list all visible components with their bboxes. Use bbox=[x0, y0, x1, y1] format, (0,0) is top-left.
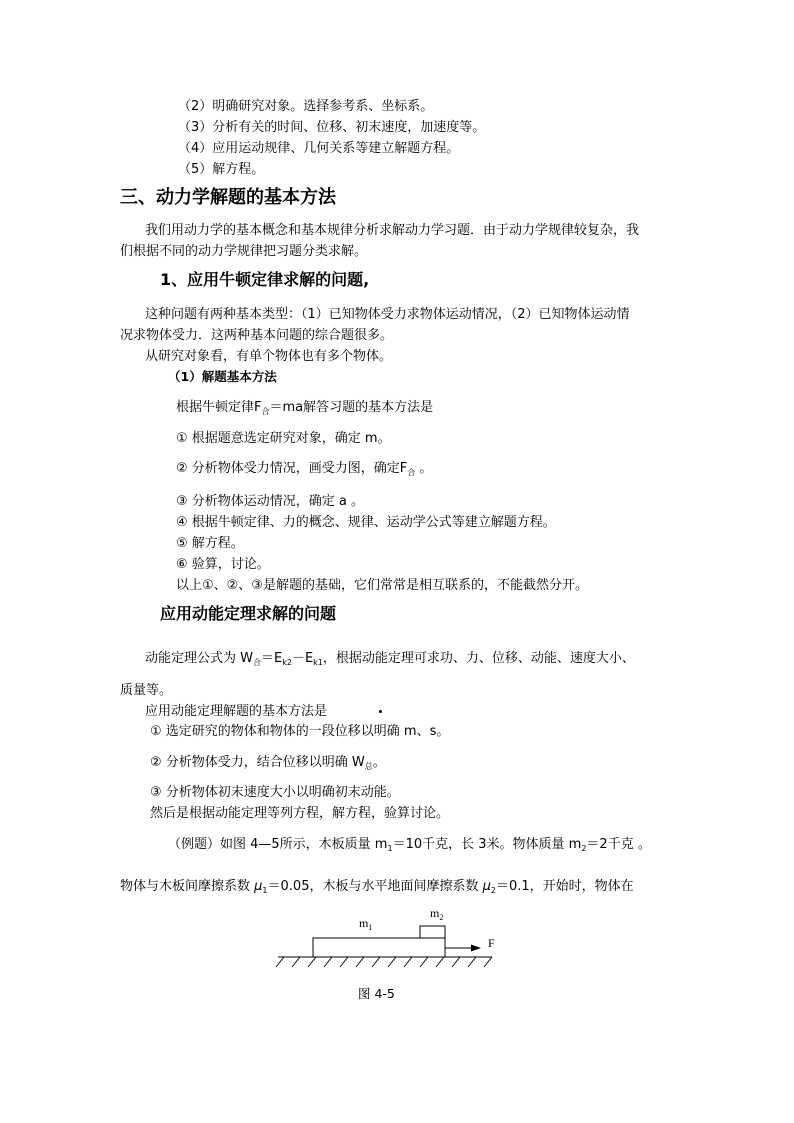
energy-conclusion: 然后是根据动能定理等列方程，解方程，验算讨论。 bbox=[150, 806, 450, 821]
example-line-1 bbox=[168, 838, 651, 851]
eitem2-sub: 总 bbox=[364, 762, 373, 771]
energy-formula bbox=[145, 652, 635, 665]
item2-text-a: ② 分析物体受力情况，画受力图，确定F bbox=[176, 461, 408, 476]
stray-dot bbox=[379, 710, 382, 713]
energy-formula-cont: 质量等。 bbox=[120, 683, 173, 698]
formula-d: ，根据动能定理可求功、力、位移、动能、速度大小、 bbox=[322, 651, 635, 666]
energy-item-1: ① 选定研究的物体和物体的一段位移以明确 m、s。 bbox=[150, 724, 450, 739]
label-m1: $m_1$ bbox=[359, 916, 373, 932]
example-line-2 bbox=[120, 880, 634, 893]
label-m2: $m_2$ bbox=[430, 906, 444, 922]
step-4: （4）应用运动规律、几何关系等建立解题方程。 bbox=[178, 141, 460, 156]
formula-c: －E bbox=[291, 651, 314, 666]
newton-heading: 1、应用牛顿定律求解的问题, bbox=[160, 270, 370, 289]
ex1-a: （例题）如图 4—5所示，木板质量 m bbox=[168, 837, 388, 852]
law-text-b: ＝ma解答习题的基本方法是 bbox=[269, 400, 434, 415]
ex2-b: ＝0.05，木板与水平地面间摩擦系数 bbox=[267, 879, 483, 894]
newton-para-3: 从研究对象看，有单个物体也有多个物体。 bbox=[145, 349, 393, 364]
ex1-c: ＝2千克 。 bbox=[586, 837, 651, 852]
newton-para-2: 况求物体受力．这两种基本问题的综合题很多。 bbox=[120, 328, 394, 343]
plank-m1 bbox=[313, 938, 445, 957]
energy-method-line: 应用动能定理解题的基本方法是 bbox=[145, 704, 328, 719]
eitem2-text-b: 。 bbox=[372, 755, 386, 770]
method-heading: （1）解题基本方法 bbox=[168, 369, 277, 384]
item2-text-b: 。 bbox=[415, 461, 433, 476]
figure-caption: 图 4-5 bbox=[358, 986, 395, 1001]
newton-item-1: ① 根据题意选定研究对象，确定 m。 bbox=[176, 431, 391, 446]
block-m2 bbox=[420, 926, 445, 938]
ground-hatching bbox=[276, 957, 492, 967]
newton-item-3: ③ 分析物体运动情况，确定 a 。 bbox=[176, 494, 365, 509]
ex2-sub1: 1 bbox=[262, 886, 268, 895]
figure-4-5 bbox=[270, 900, 510, 980]
eitem2-text-a: ② 分析物体受力，结合位移以明确 W bbox=[150, 755, 365, 770]
mu-symbol-2: μ bbox=[482, 879, 491, 894]
ex2-a: 物体与木板间摩擦系数 bbox=[120, 879, 255, 894]
force-arrow-head bbox=[471, 945, 481, 952]
ex2-sub2: 2 bbox=[490, 886, 496, 895]
ex1-sub2: 2 bbox=[581, 844, 587, 853]
ex1-sub1: 1 bbox=[387, 844, 393, 853]
step-5: （5）解方程。 bbox=[178, 162, 265, 177]
section-heading: 三、动力学解题的基本方法 bbox=[120, 187, 336, 208]
newton-para-1: 这种问题有两种基本类型：（1）已知物体受力求物体运动情况，（2）已知物体运动情 bbox=[145, 307, 630, 322]
energy-item-2 bbox=[150, 756, 386, 769]
newton-law-line bbox=[176, 401, 433, 414]
ex1-b: ＝10千克，长 3米。物体质量 m bbox=[392, 837, 582, 852]
mu-symbol-1: μ bbox=[254, 879, 263, 894]
label-F: F bbox=[488, 936, 495, 950]
newton-item-6: ⑥ 验算，讨论。 bbox=[176, 557, 270, 572]
formula-sub-k1: k1 bbox=[313, 658, 323, 667]
intro-line-1: 我们用动力学的基本概念和基本规律分析求解动力学习题．由于动力学规律较复杂，我 bbox=[145, 223, 640, 238]
energy-heading: 应用动能定理求解的问题 bbox=[160, 604, 337, 623]
step-3: （3）分析有关的时间、位移、初末速度，加速度等。 bbox=[178, 120, 486, 135]
formula-b: ＝E bbox=[261, 651, 283, 666]
formula-a: 动能定理公式为 W bbox=[145, 651, 253, 666]
newton-item-2 bbox=[176, 462, 432, 475]
newton-summary: 以上①、②、③是解题的基础，它们常常是相互联系的，不能截然分开。 bbox=[176, 578, 588, 593]
newton-item-5: ⑤ 解方程。 bbox=[176, 536, 244, 551]
ex2-c: ＝0.1，开始时，物体在 bbox=[495, 879, 634, 894]
formula-sub-k2: k2 bbox=[282, 658, 292, 667]
law-text-a: 根据牛顿定律F bbox=[176, 400, 262, 415]
intro-line-2: 们根据不同的动力学规律把习题分类求解。 bbox=[120, 244, 368, 259]
formula-sub-total: 合 bbox=[253, 658, 261, 667]
step-2: （2）明确研究对象。选择参考系、坐标系。 bbox=[178, 99, 434, 114]
energy-item-3: ③ 分析物体初末速度大小以明确初末动能。 bbox=[150, 785, 400, 800]
law-sub: 合 bbox=[261, 407, 270, 416]
item2-sub: 合 bbox=[407, 468, 416, 477]
newton-item-4: ④ 根据牛顿定律、力的概念、规律、运动学公式等建立解题方程。 bbox=[176, 515, 556, 530]
